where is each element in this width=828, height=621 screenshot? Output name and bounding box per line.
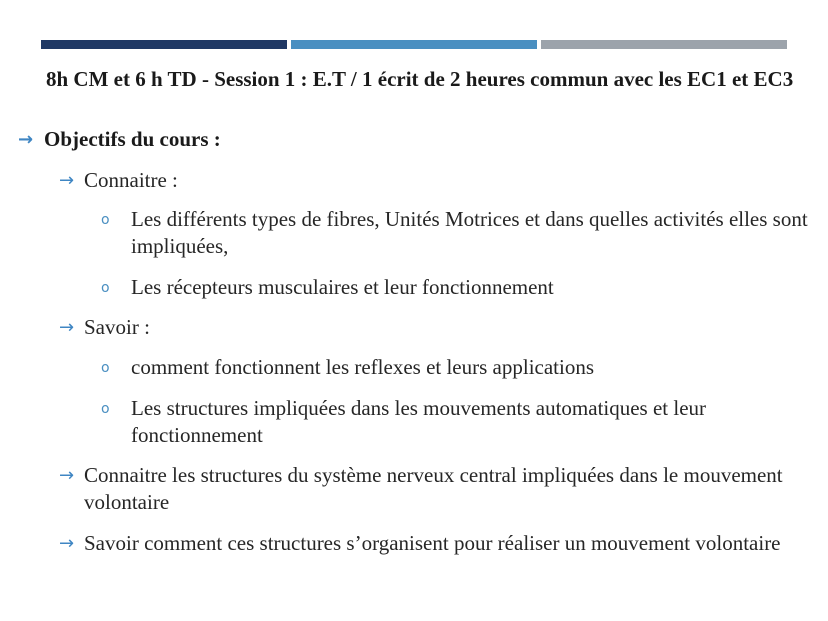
- header-bar-dark: [41, 40, 287, 49]
- list-item-savoir-organisation: [59, 530, 784, 557]
- list-item-label: Savoir :: [84, 315, 150, 339]
- arrow-right-icon: →: [59, 533, 75, 554]
- list-item-label: Connaitre :: [84, 168, 178, 192]
- circle-bullet-icon: o: [101, 280, 110, 296]
- sub-list-item-text: Les récepteurs musculaires et leur fonctionnement: [131, 275, 554, 299]
- sub-list-item-text: Les différents types de fibres, Unités Motrices et dans quelles activités elles sont impliquées,: [131, 207, 808, 258]
- arrow-right-icon: →: [59, 465, 75, 486]
- list-item-label: Savoir comment ces structures s’organisent pour réaliser un mouvement volontaire: [84, 531, 781, 555]
- arrow-right-icon: →: [59, 317, 75, 338]
- circle-bullet-icon: o: [101, 212, 110, 228]
- objectives-heading: Objectifs du cours :: [44, 127, 221, 151]
- circle-bullet-icon: o: [101, 401, 110, 417]
- circle-bullet-icon: o: [101, 360, 110, 376]
- sub-list-item: [101, 395, 811, 449]
- list-item-savoir: [59, 314, 784, 341]
- sub-list-item: [101, 274, 811, 301]
- list-item-connaitre: [59, 167, 784, 194]
- sub-list-item: [101, 206, 811, 260]
- arrow-right-icon: →: [18, 129, 34, 150]
- decorative-header-bars: [41, 40, 787, 49]
- sub-list-item: [101, 354, 811, 381]
- objectives-heading-item: [18, 126, 221, 153]
- sub-list-item-text: comment fonctionnent les reflexes et leurs applications: [131, 355, 595, 379]
- arrow-right-icon: →: [59, 170, 75, 191]
- header-bar-gray: [541, 40, 787, 49]
- sub-list-item-text: Les structures impliquées dans les mouvements automatiques et leur fonctionnement: [131, 396, 707, 447]
- slide-title: 8h CM et 6 h TD - Session 1 : E.T / 1 écrit de 2 heures commun avec les EC1 et EC3: [46, 67, 794, 91]
- header-bar-blue: [291, 40, 537, 49]
- list-item-connaitre-structures: [59, 462, 784, 516]
- list-item-label: Connaitre les structures du système nerveux central impliquées dans le mouvement volontaire: [84, 463, 783, 514]
